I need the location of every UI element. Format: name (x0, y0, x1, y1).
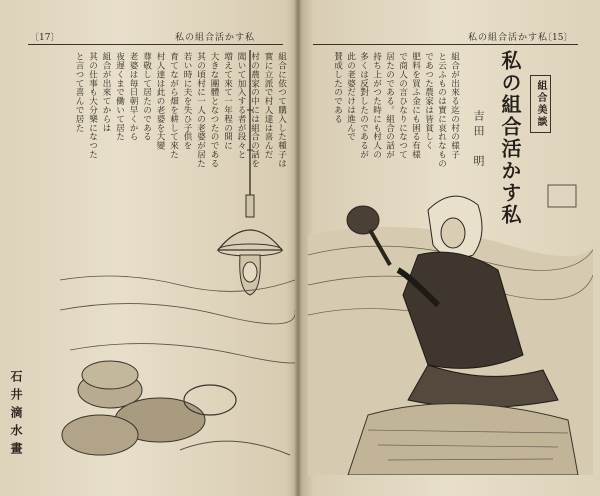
text-column: 組合が出來てからは (101, 52, 111, 133)
straw-field-illustration (60, 240, 295, 470)
text-column: 此の老婆だけは進んで (345, 52, 356, 141)
article-title: 私の組合活かす私 (498, 50, 522, 226)
text-column: と云ふものは實に哀れなもの (436, 52, 447, 168)
text-column: 育てながら畑を耕して來た (168, 52, 179, 159)
right-page (298, 0, 600, 496)
text-column: 増えて來て一年程の間に (222, 52, 233, 150)
text-column: 若い時に夫を失ひ子供を (182, 52, 192, 150)
text-column: 組合が出來る迄の村の様子 (449, 52, 460, 159)
text-column: 老婆は毎日朝早くから (128, 52, 138, 141)
text-column: で商人の言ひなりになつて (397, 52, 408, 159)
running-head-right: 私の組合活かす私 (468, 33, 549, 43)
text-column: 實に立派で村人達は喜んだ (263, 52, 273, 159)
section-badge: 組合美談 (530, 75, 551, 133)
text-column: 其の頃村に一人の老婆が居た (195, 52, 206, 168)
text-column: 聞いて加入する者が段々と (236, 52, 246, 159)
text-column: 夜遅くまで働いて居た (114, 52, 125, 141)
text-column: 村の農家の中には組合の話を (249, 52, 260, 168)
running-head-left: 私の組合活かす私 (175, 33, 256, 43)
header-rule-right (313, 44, 578, 45)
text-column: 賛成したのである (332, 52, 343, 124)
text-column: 村人達は此の老婆を大變 (155, 52, 165, 150)
text-column: 持ち上がつた時にも村人の (371, 52, 382, 159)
woman-working-illustration (308, 175, 593, 475)
text-column: 其の仕事も大分樂になつた (87, 52, 98, 159)
article-author: 吉田 明 (472, 110, 485, 170)
page-number-left: 〔17〕 (30, 33, 60, 43)
text-column: 大きな團體となつたのである (209, 52, 219, 168)
text-column: 肥料を買ふ金にも困る有様 (410, 52, 421, 159)
text-column: 居たのである。組合の話が (384, 52, 395, 159)
header-rule-left (28, 44, 283, 45)
text-column: 尊敬して居たのである (141, 52, 152, 141)
book-gutter (294, 0, 302, 496)
artist-credit: 石井滴水畫 (9, 370, 23, 460)
page-number-right: 〔15〕 (543, 33, 573, 43)
text-column: と言つて喜んで居た (74, 52, 84, 133)
text-column: であつた農家は皆貧しく (423, 52, 434, 150)
text-column: 多くは反對したのであるが (358, 52, 369, 159)
left-page (0, 0, 298, 496)
text-column: 組合に依つて購入した種子は (276, 52, 287, 168)
